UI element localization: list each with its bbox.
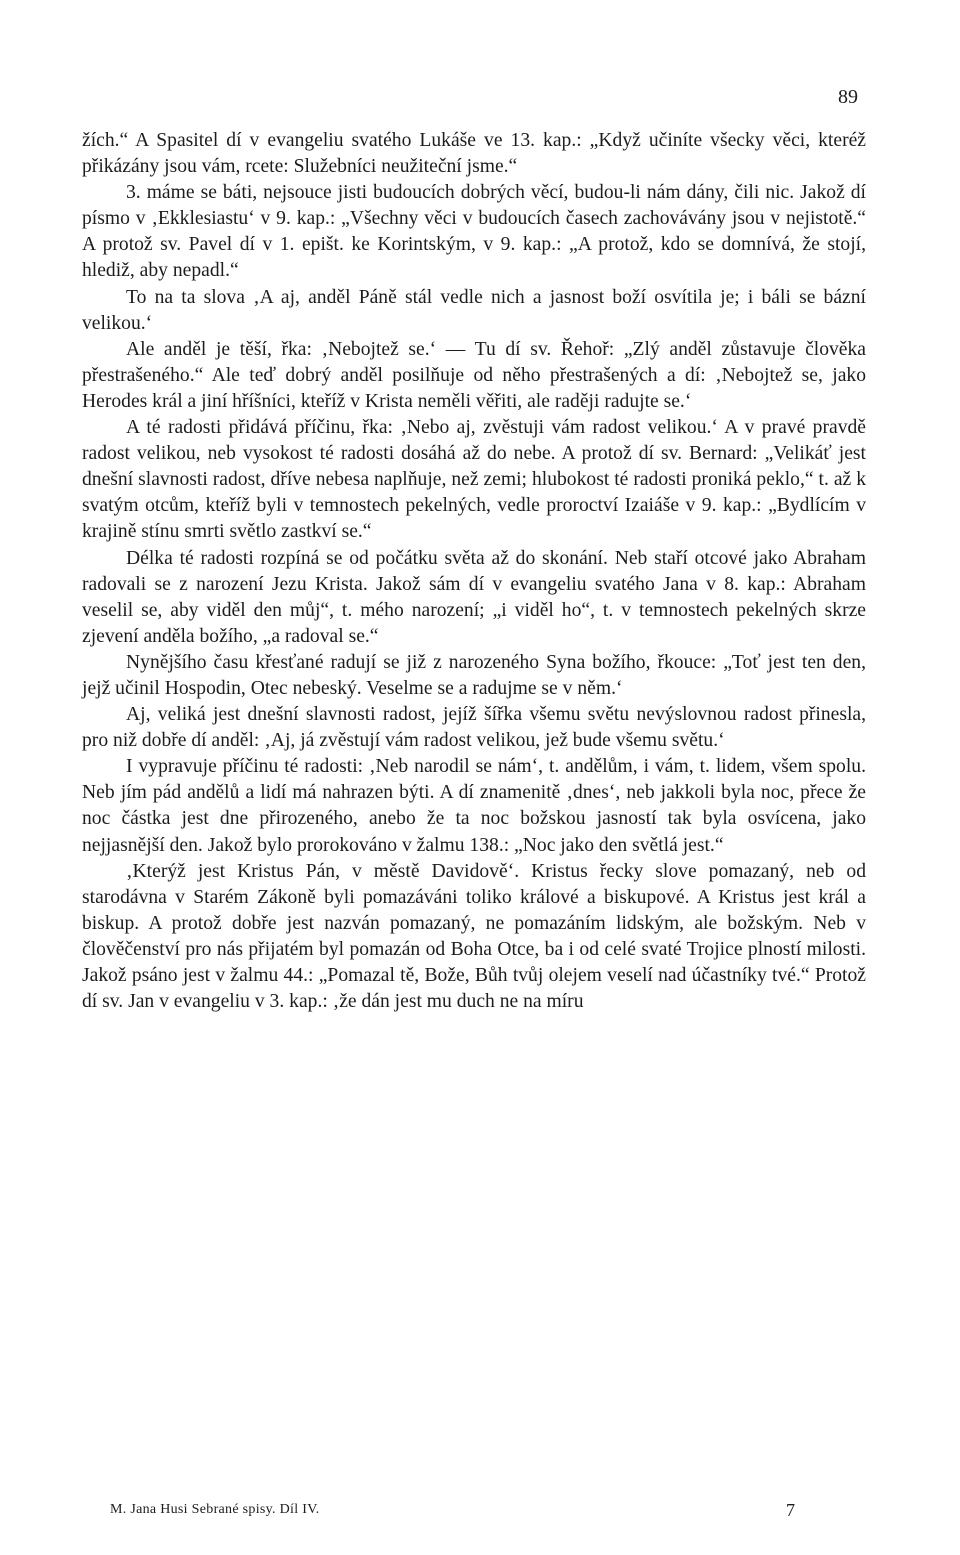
page-number: 89 [838, 86, 858, 108]
paragraph: A té radosti přidává příčinu, řka: ‚Nebo aj, zvěstuji vám radost velikou.‘ A v pravé pravdě radost velikou, neb vysokost té radosti dosáhá až do nebe. A protož dí sv. Bernard: „Velikáť jest dnešní slavnosti radost, dříve nebesa naplňuje, než zemi; hlubokost té radosti proniká peklo,“ t. až k svatým otcům, kteříž byli v temnostech pekelných, vedle proroctví Izaiáše v 9. kap.: „Bydlícím v krajině stínu smrti světlo zastkví se.“ [82, 417, 866, 543]
paragraph: Nynějšího času křesťané radují se již z narozeného Syna božího, řkouce: „Toť jest ten den, jejž učinil Hospodin, Otec nebeský. Veselme se a radujme se v něm.‘ [82, 651, 866, 699]
body-text [82, 128, 866, 1015]
paragraph: žích.“ A Spasitel dí v evangeliu svatého Lukáše ve 13. kap.: „Když učiníte všecky věci, kteréž přikázány jsou vám, rcete: Služebníci neužiteční jsme.“ [82, 130, 866, 178]
paragraph: Aj, veliká jest dnešní slavnosti radost, jejíž šířka všemu světu nevýslovnou radost přinesla, pro niž dobře dí anděl: ‚Aj, já zvěstují vám radost velikou, jež bude všemu světu.‘ [82, 704, 866, 752]
book-signature: M. Jana Husi Sebrané spisy. Díl IV. [110, 1502, 320, 1517]
paragraph: 3. máme se báti, nejsouce jisti budoucích dobrých věcí, budou-li nám dány, čili nic. Jakož dí písmo v ‚Ekklesiastu‘ v 9. kap.: „Všechny věci v budoucích časech zachovávány jsou v nejistotě.“ A protož sv. Pavel dí v 1. epišt. ke Korintským, v 9. kap.: „A protož, kdo se domnívá, že stojí, hlediž, aby nepadl.“ [82, 182, 866, 282]
paragraph: To na ta slova ‚A aj, anděl Páně stál vedle nich a jasnost boží osvítila je; i báli se bázní velikou.‘ [82, 286, 866, 334]
paragraph: I vypravuje příčinu té radosti: ‚Neb narodil se nám‘, t. andělům, i vám, t. lidem, všem spolu. Neb jím pád andělů a lidí má nahrazen býti. A dí znamenitě ‚dnes‘, neb jakkoli byla noc, přece že noc částka jest dne přirozeného, anebo že ta noc božskou jasností tak byla osvícena, jako nejjasnější den. Jakož bylo prorokováno v žalmu 138.: „Noc jako den světlá jest.“ [82, 756, 866, 856]
paragraph: Ale anděl je těší, řka: ‚Nebojtež se.‘ — Tu dí sv. Řehoř: „Zlý anděl zůstavuje člověka přestrašeného.“ Ale teď dobrý anděl posilňuje od něho přestrašených a dí: ‚Nebojtež se, jako Herodes král a jiní hříšníci, kteříž v Krista neměli věřiti, ale raději radujte se.‘ [82, 338, 866, 412]
paragraph: Délka té radosti rozpíná se od počátku světa až do skonání. Neb staří otcové jako Abraham radovali se z narození Jezu Krista. Jakož sám dí v evangeliu svatého Jana v 8. kap.: Abraham veselil se, aby viděl den můj“, t. mého narození; „i viděl ho“, t. v temnostech pekelných skrze zjevení anděla božího, „a radoval se.“ [82, 547, 866, 647]
paragraph: ‚Kterýž jest Kristus Pán, v městě Davidově‘. Kristus řecky slove pomazaný, neb od starodávna v Starém Zákoně byli pomazáváni toliko králové a biskupové. A Kristus jest král a biskup. A protož dobře jest nazván pomazaný, ne pomazáním lidským, ale božským. Neb v člověčenství pro nás přijatém byl pomazán od Boha Otce, ba i od celé svaté Trojice plností milosti. Jakož psáno jest v žalmu 44.: „Pomazal tě, Bože, Bůh tvůj olejem veselí nad účastníky tvé.“ Protož dí sv. Jan v evangeliu v 3. kap.: ‚že dán jest mu duch ne na míru [82, 860, 866, 1013]
sheet-number: 7 [786, 1500, 795, 1520]
